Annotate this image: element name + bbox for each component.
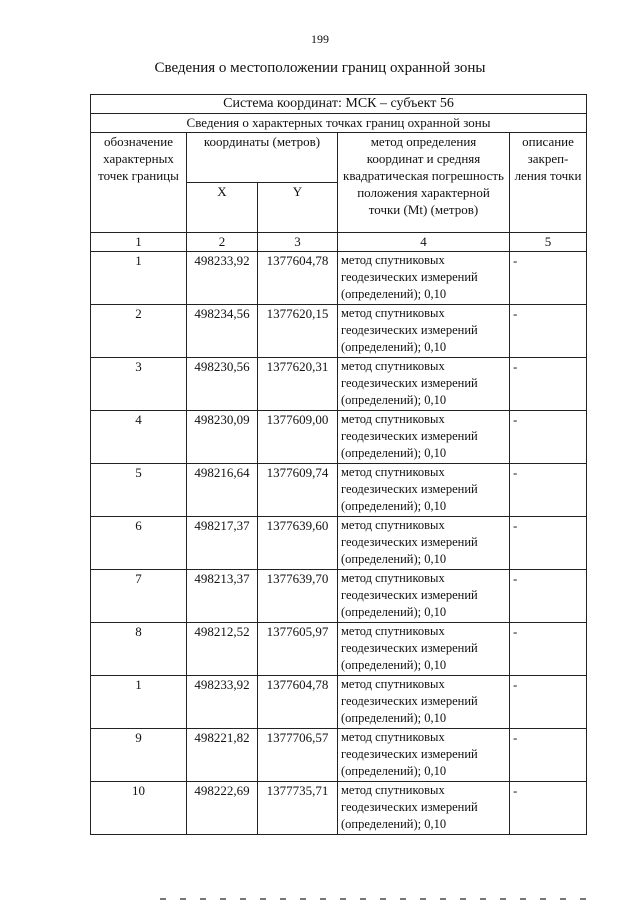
description-cell: -	[510, 676, 587, 729]
y-coordinate-cell: 1377604,78	[258, 676, 338, 729]
method-cell: метод спутниковых геодезических измерений (определений); 0,10	[338, 729, 510, 782]
method-cell: метод спутниковых геодезических измерений (определений); 0,10	[338, 782, 510, 835]
point-cell: 9	[91, 729, 187, 782]
table-row	[91, 464, 587, 517]
table-row	[91, 358, 587, 411]
x-coordinate-cell: 498217,37	[187, 517, 258, 570]
point-cell: 3	[91, 358, 187, 411]
x-coordinate-cell: 498230,09	[187, 411, 258, 464]
table-row	[91, 676, 587, 729]
point-cell: 8	[91, 623, 187, 676]
table-row	[91, 517, 587, 570]
x-coordinate-cell: 498222,69	[187, 782, 258, 835]
header-x: X	[187, 183, 258, 233]
header-coordinates: координаты (метров)	[187, 133, 338, 183]
point-cell: 1	[91, 676, 187, 729]
description-cell: -	[510, 729, 587, 782]
document-title: Сведения о местоположении границ охранной зоны	[154, 60, 486, 76]
y-coordinate-cell: 1377706,57	[258, 729, 338, 782]
column-number: 2	[187, 233, 258, 252]
table-row	[91, 623, 587, 676]
point-cell: 10	[91, 782, 187, 835]
point-cell: 1	[91, 252, 187, 305]
column-number: 4	[338, 233, 510, 252]
x-coordinate-cell: 498233,92	[187, 252, 258, 305]
description-cell: -	[510, 305, 587, 358]
description-cell: -	[510, 623, 587, 676]
y-coordinate-cell: 1377605,97	[258, 623, 338, 676]
column-number: 5	[510, 233, 587, 252]
x-coordinate-cell: 498216,64	[187, 464, 258, 517]
description-cell: -	[510, 358, 587, 411]
y-coordinate-cell: 1377620,15	[258, 305, 338, 358]
boundary-points-table	[90, 94, 587, 835]
method-cell: метод спутниковых геодезических измерений (определений); 0,10	[338, 252, 510, 305]
method-cell: метод спутниковых геодезических измерений (определений); 0,10	[338, 305, 510, 358]
x-coordinate-cell: 498221,82	[187, 729, 258, 782]
coordinate-system-row: Система координат: МСК – субъект 56	[91, 95, 587, 114]
method-cell: метод спутниковых геодезических измерений (определений); 0,10	[338, 570, 510, 623]
table-row	[91, 570, 587, 623]
table-row	[91, 411, 587, 464]
description-cell: -	[510, 252, 587, 305]
x-coordinate-cell: 498213,37	[187, 570, 258, 623]
x-coordinate-cell: 498212,52	[187, 623, 258, 676]
table-row	[91, 729, 587, 782]
section-title-row: Сведения о характерных точках границ охранной зоны	[91, 114, 587, 133]
description-cell: -	[510, 517, 587, 570]
point-cell: 5	[91, 464, 187, 517]
method-cell: метод спутниковых геодезических измерений (определений); 0,10	[338, 464, 510, 517]
x-coordinate-cell: 498233,92	[187, 676, 258, 729]
table-row	[91, 252, 587, 305]
y-coordinate-cell: 1377735,71	[258, 782, 338, 835]
table-row	[91, 305, 587, 358]
header-y: Y	[258, 183, 338, 233]
point-cell: 7	[91, 570, 187, 623]
y-coordinate-cell: 1377639,60	[258, 517, 338, 570]
header-description: описание закреп-ления точки	[510, 133, 587, 233]
x-coordinate-cell: 498234,56	[187, 305, 258, 358]
y-coordinate-cell: 1377609,74	[258, 464, 338, 517]
y-coordinate-cell: 1377604,78	[258, 252, 338, 305]
description-cell: -	[510, 570, 587, 623]
column-number: 3	[258, 233, 338, 252]
x-coordinate-cell: 498230,56	[187, 358, 258, 411]
y-coordinate-cell: 1377609,00	[258, 411, 338, 464]
point-cell: 4	[91, 411, 187, 464]
description-cell: -	[510, 464, 587, 517]
y-coordinate-cell: 1377639,70	[258, 570, 338, 623]
table-body	[91, 95, 587, 835]
method-cell: метод спутниковых геодезических измерений (определений); 0,10	[338, 411, 510, 464]
method-cell: метод спутниковых геодезических измерений (определений); 0,10	[338, 358, 510, 411]
header-designation: обозначение характерных точек границы	[91, 133, 187, 233]
method-cell: метод спутниковых геодезических измерений (определений); 0,10	[338, 623, 510, 676]
method-cell: метод спутниковых геодезических измерений (определений); 0,10	[338, 676, 510, 729]
point-cell: 6	[91, 517, 187, 570]
method-cell: метод спутниковых геодезических измерений (определений); 0,10	[338, 517, 510, 570]
description-cell: -	[510, 411, 587, 464]
page-number: 199	[311, 32, 329, 46]
header-method: метод определения координат и средняя квадратическая погрешность положения характерной точки (Mt) (метров)	[338, 133, 510, 233]
point-cell: 2	[91, 305, 187, 358]
column-number: 1	[91, 233, 187, 252]
table-row	[91, 782, 587, 835]
bottom-edge-marks	[160, 898, 600, 900]
description-cell: -	[510, 782, 587, 835]
y-coordinate-cell: 1377620,31	[258, 358, 338, 411]
